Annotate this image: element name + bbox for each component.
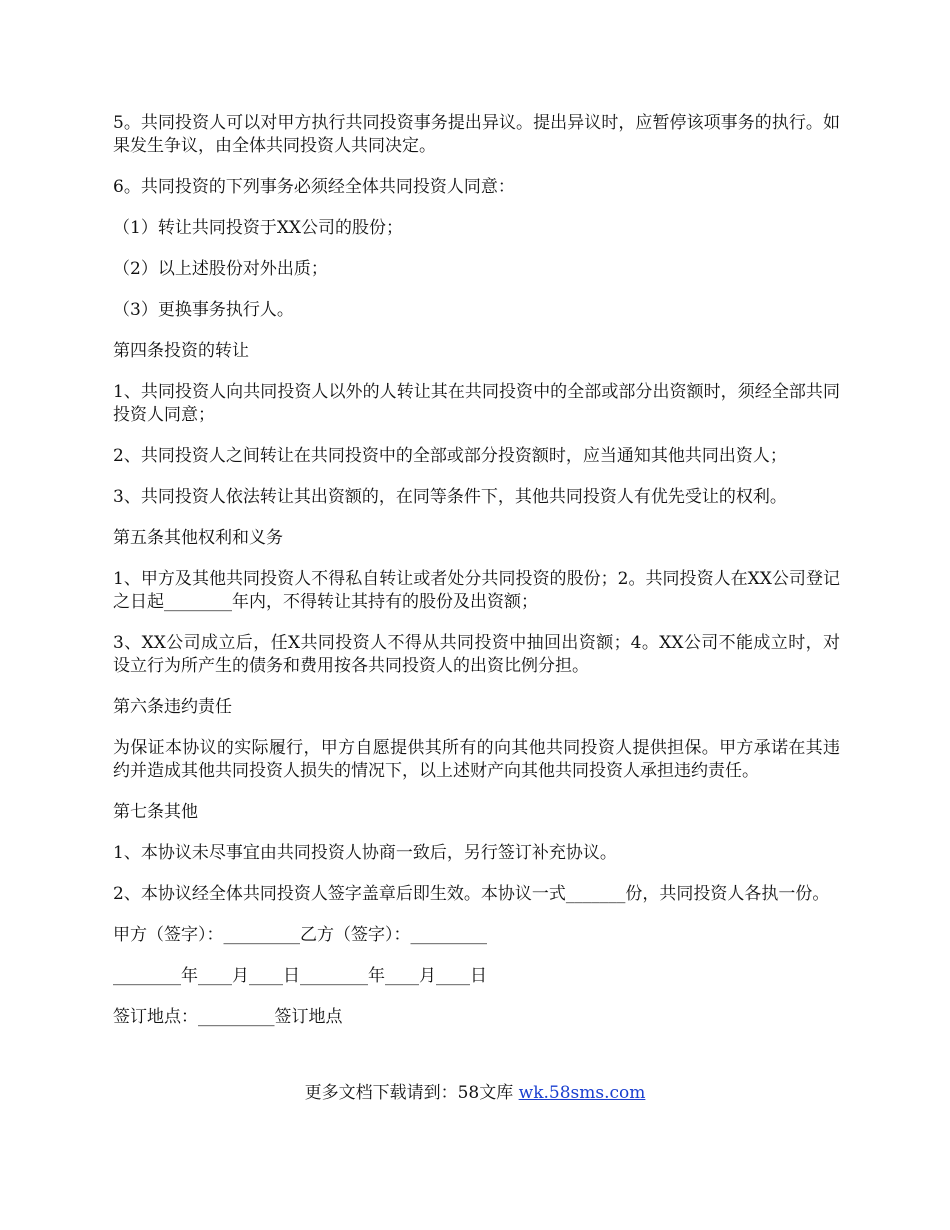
list-item-change-executor: （3）更换事务执行人。 — [113, 300, 294, 320]
article-7-clause-2: 2、本协议经全体共同投资人签字盖章后即生效。本协议一式_______份，共同投资人各执一份。 — [113, 884, 830, 904]
signing-place-line: 签订地点：_________签订地点 — [113, 1007, 343, 1027]
article-5-clause-1-2: 1、甲方及其他共同投资人不得私自转让或者处分共同投资的股份；2。共同投资人在XX公司登记之日起________年内，不得转让其持有的股份及出资额； — [113, 569, 840, 612]
date-line: ________年____月____日________年____月____日 — [113, 966, 487, 986]
article-4-clause-1: 1、共同投资人向共同投资人以外的人转让其在共同投资中的全部或部分出资额时，须经全部共同投资人同意； — [113, 382, 840, 425]
footer-link[interactable]: wk.58sms.com — [518, 1083, 646, 1103]
article-4-clause-2: 2、共同投资人之间转让在共同投资中的全部或部分投资额时，应当通知其他共同出资人； — [113, 446, 787, 466]
section-heading-article-5: 第五条其他权利和义务 — [113, 528, 283, 548]
article-6-body: 为保证本协议的实际履行，甲方自愿提供其所有的向其他共同投资人提供担保。甲方承诺在其违约并造成其他共同投资人损失的情况下，以上述财产向其他共同投资人承担违约责任。 — [113, 738, 840, 781]
section-heading-article-7: 第七条其他 — [113, 802, 198, 822]
download-footer — [0, 1082, 950, 1105]
section-heading-article-6: 第六条违约责任 — [113, 697, 232, 717]
signature-line: 甲方（签字）：_________乙方（签字）：_________ — [113, 925, 487, 945]
paragraph-6-consent-matters: 6。共同投资的下列事务必须经全体共同投资人同意： — [113, 177, 515, 197]
article-7-clause-1: 1、本协议未尽事宜由共同投资人协商一致后，另行签订补充协议。 — [113, 843, 617, 863]
article-5-clause-3-4: 3、XX公司成立后，任X共同投资人不得从共同投资中抽回出资额；4。XX公司不能成立时，对设立行为所产生的债务和费用按各共同投资人的出资比例分担。 — [113, 633, 840, 676]
document-body — [113, 112, 840, 1029]
list-item-pledge-shares: （2）以上述股份对外出质； — [113, 259, 328, 279]
list-item-transfer-shares: （1）转让共同投资于XX公司的股份； — [113, 218, 404, 238]
paragraph-5-objection: 5。共同投资人可以对甲方执行共同投资事务提出异议。提出异议时，应暂停该项事务的执行。如果发生争议，由全体共同投资人共同决定。 — [113, 113, 840, 156]
footer-prefix: 更多文档下载请到：58文库 — [304, 1083, 514, 1103]
section-heading-article-4: 第四条投资的转让 — [113, 341, 249, 361]
article-4-clause-3: 3、共同投资人依法转让其出资额的，在同等条件下，其他共同投资人有优先受让的权利。 — [113, 487, 787, 507]
